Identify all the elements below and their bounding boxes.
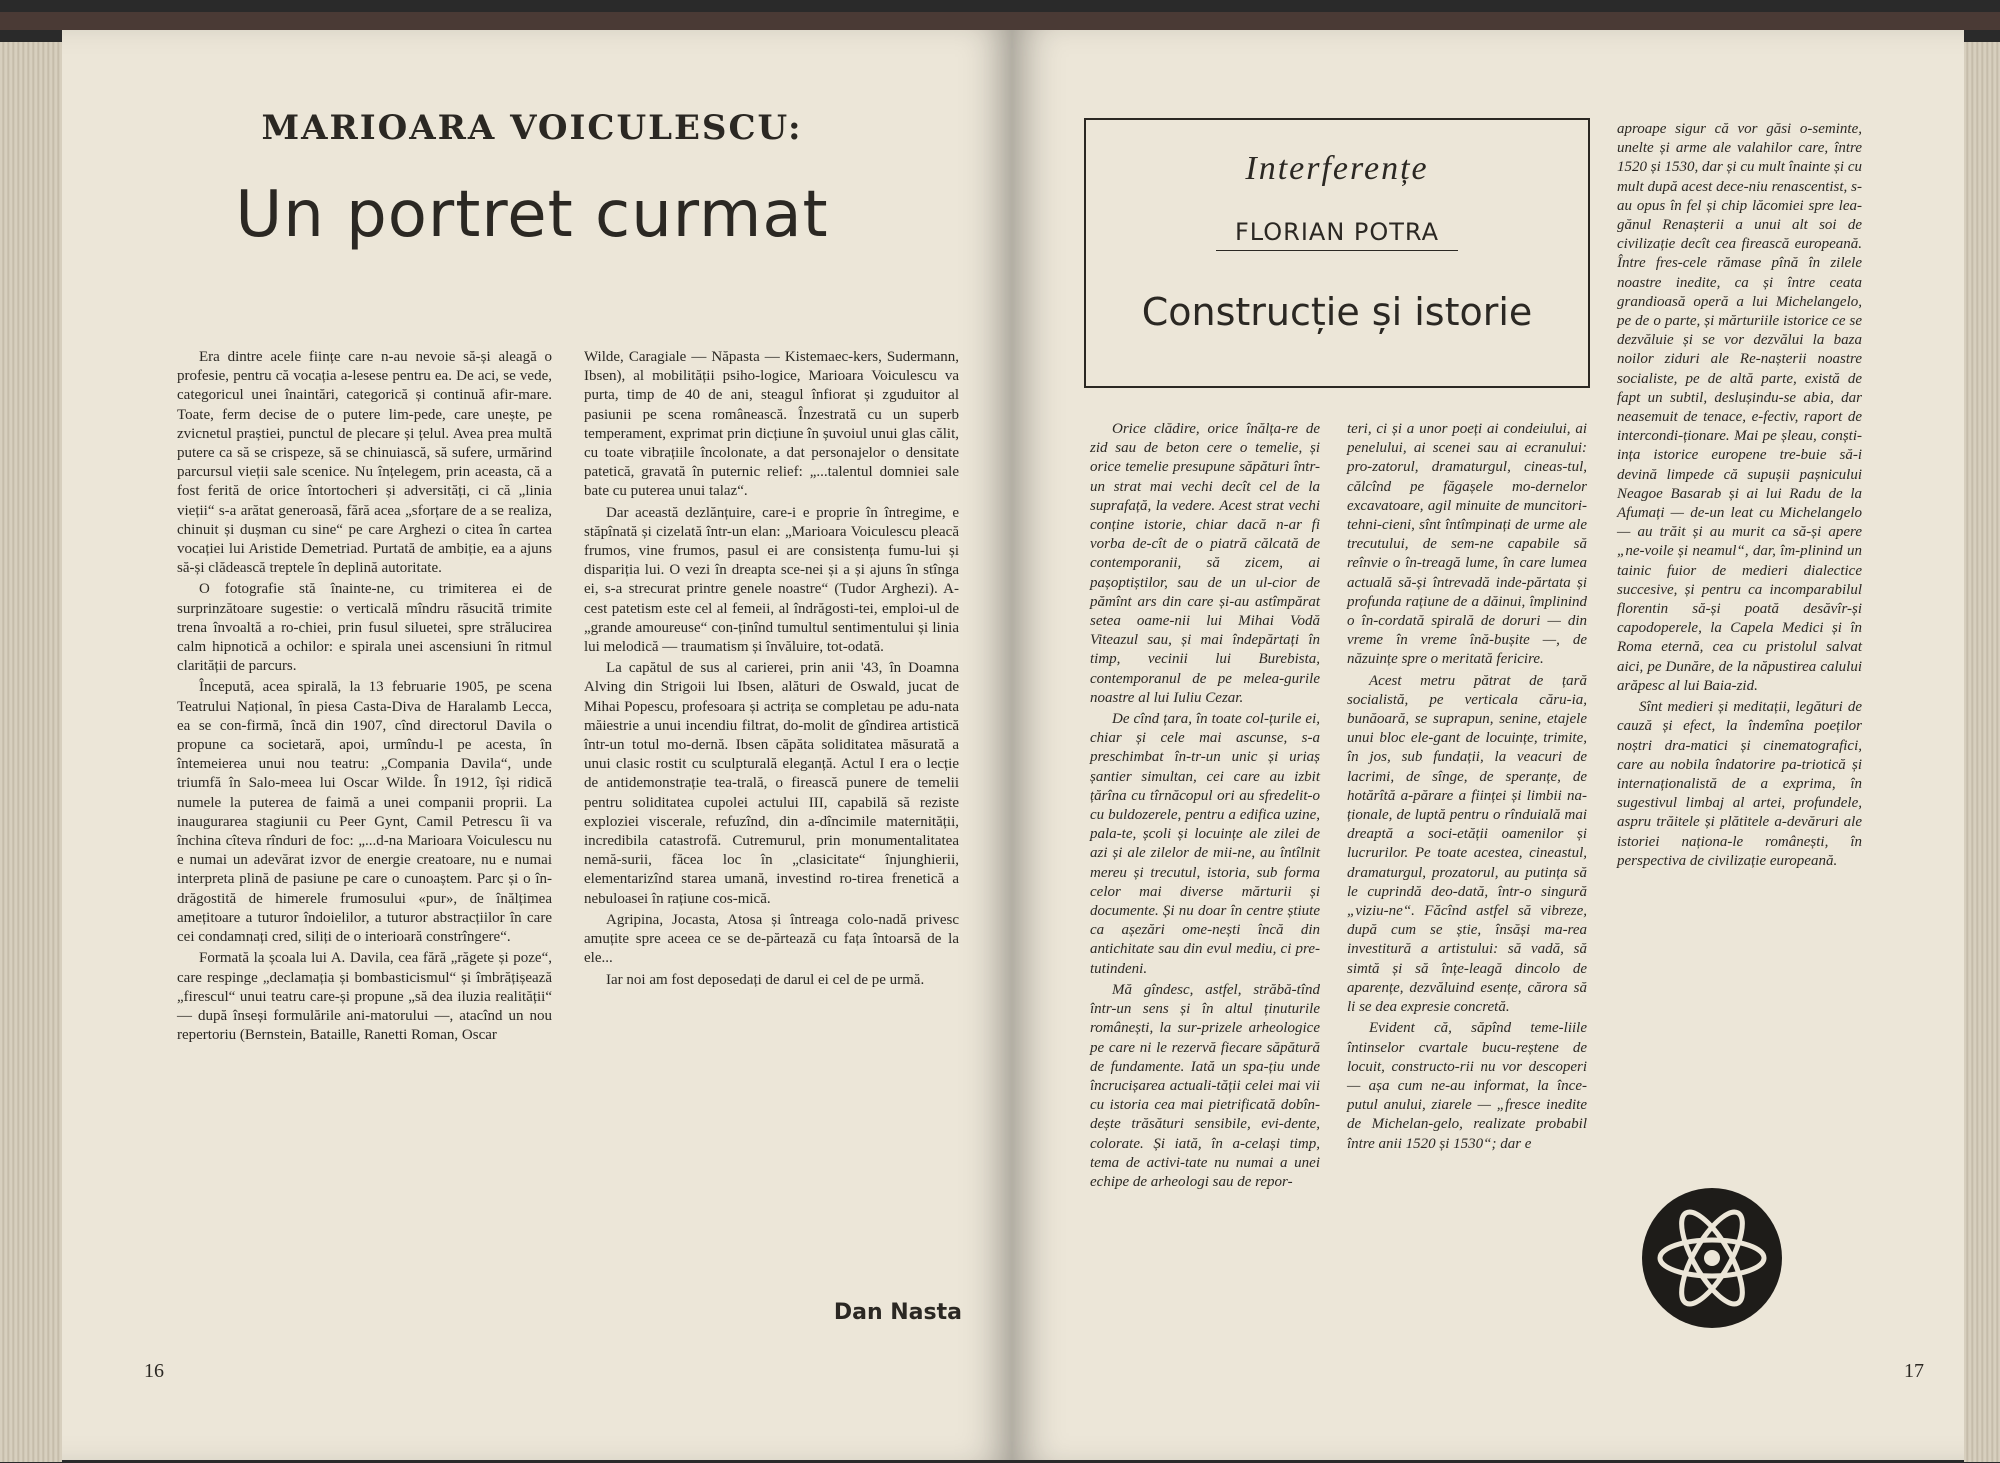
paragraph: Wilde, Caragiale — Năpasta — Kistemaec-kers, Sudermann, Ibsen), al mobilității psiho-logice, Marioara Voiculescu va purta, timp de 40 de ani, steagul înfiorat și zguduitor al pasiunii pe scena românească. Înzestrată cu un superb temperament, exprimat prin dicțiune în șuvoiul unui glas călit, cu toate vibrațiile încolonate, a dat personajelor o densitate patetică, gravată în puternic relief: „...talentul domniei sale bate cu puterea unui talaz“. [584,349,959,500]
left-page [62,30,1012,1460]
author-signature: Dan Nasta [833,1300,962,1325]
paragraph: Sînt medieri și meditații, legături de cauză și efect, la îndemîna poeților noștri dra-matici și cinematografici, care au nobila îndatorire pa-triotică și internaționalistă de a exprima, în sugestivul limbaj al artei, profundele, aspru trăitele și plătitele a-devăruri ale istoriei naționa-le românești, în perspectiva de civilizație europeană. [1617,699,1862,869]
page-number-right: 17 [1904,1360,1924,1382]
paragraph: Agripina, Jocasta, Atosa și întreaga colo-nadă privesc amuțite spre aceea ce se de-părtează cu fața întoarsă de la ele... [584,911,959,967]
atom-logo-icon [1642,1188,1782,1328]
paragraph: Dar această dezlănțuire, care-i e proprie în întregime, e stăpînată și cizelată într-un elan: „Marioara Voiculescu pleacă frumos, vine frumos, pasul ei are consistența fumu-lui și dispariția lui. O vezi în dreapta sce-nei și a și ajuns în stînga ei, s-a strecurat printre genele noastre“ (Tudor Arghezi). A-cest patetism este cel al femeii, al îndrăgosti-tei, emploi-ul de „grande amoureuse“ con-ținînd tumultul sentimentului și linia lui melodică — traumatism și învăluire, tot-odată. [584,504,959,656]
paragraph: Începută, acea spirală, la 13 februarie 1905, pe scena Teatrului Național, în piesa Casta-Diva de Haralamb Lecca, ea se con-firmă, încă din 1907, cînd directorul Davila o propune ca societară, apoi, urmîndu-l pe acesta, în întemeierea unui nou teatru: „Compania Davila“, unde triumfă în Salo-meea lui Oscar Wilde. În 1912, își ridică numele la puterea de faimă a unei companii proprii. La inaugurarea stagiunii cu Peer Gynt, Camil Petrescu îi va închina cîteva rînduri de foc: „...d-na Marioara Voiculescu nu e numai un adevărat izvor de energie creatoare, nu e numai interpreta plină de pasiune pe care o cunoaștem. Parc și o în-drăgostită de himerele frumosului «pur», de înălțimea amețitoare a tuturor îndoielilor, a tuturor abstracțiilor în care cei condamnați cred, siliți de o interioară constrîngere“. [177,679,552,946]
article-kicker: MARIOARA VOICULESCU: [261,108,803,148]
paragraph: La capătul de sus al carierei, prin anii '43, în Doamna Alving din Strigoii lui Ibsen, alături de Oswald, jucat de Mihai Popescu, profesoara și actrița se completau pe adu-nata măiestrie a unui incendiu filtrat, do-molit de gîndirea artistică într-un totul mo-dernă. Ibsen căpăta soliditatea măsurată a unui clasic rostit cu sculpturală eleganță. Actul I era o lecție de antidemonstrație tea-trală, o firească punere de temelii pentru soliditatea cupolei actului III, capabilă să reziste exploziei viscerale, refuzînd, din a-dîncimile maternității, incredibila catastrofă. Cutremurul, prin monumentalitatea nemă-surii, făcea loc în „clasicitate“ înjunghierii, elementarizînd starea umană, investind ro-tirea frenetică a nebuloasei în rațiune cos-mică. [584,660,959,907]
paragraph: Evident că, săpînd teme-liile întinselor cvartale bucu-reștene de locuit, constructo-rii nu vor descoperi — așa cum ne-au informat, la înce-putul anului, ziarele — „fresce inedite de Michelan-gelo, realizate probabil între anii 1520 și 1530“; dar e [1347,1020,1587,1152]
right-column-3 [1617,120,1862,871]
paragraph: Orice clădire, orice înălța-re de zid sau de beton cere o temelie, și orice temelie presupune săpături într-un strat mai vechi decît cel de la suprafață, la vedere. Acest strat vechi conține istorie, chiar dacă n-ar fi vorba de-cît de o piatră călcată de contemporanii, să zicem, ai pașoptiștilor, sau de un ul-cior de pămînt ars din care și-au astîmpărat setea oame-nii lui Mihai Vodă Viteazul sau, și mai îndepărtați în timp, vecinii lui Burebista, contemporanul de pe melea-gurile noastre al lui Iuliu Cezar. [1090,421,1320,706]
article-title: Un portret curmat [235,178,829,252]
paragraph: teri, ci și a unor poeți ai condeiului, ai penelului, ai scenei sau ai ecranului: pro-zatorul, dramaturgul, cineas-tul, călcînd pe făgașele mo-dernelor excavatoare, agil minuite de muncitori-tehni-cieni, sînt întîmpinați de urme ale trecutului, de sem-ne capabile să reînvie o în-treagă lume, în care lumea actuală să-și întrevadă inde-părtata și profunda rațiune de a dăinui, împlinind o în-cordată spirală de doruri — din vreme în vreme înă-bușite —, de năzuințe spre o meritată fericire. [1347,421,1587,668]
page-stack-left [0,42,62,1462]
paragraph: Iar noi am fost deposedați de darul ei cel de pe urmă. [606,971,925,988]
paragraph: De cînd țara, în toate col-țurile ei, chiar și cele mai ascunse, s-a preschimbat în-tr-un unic și uriaș șantier simultan, cei care au izbit țărîna cu tîrnăcopul ori au sfredelit-o cu buldozerele, pentru a edifica uzine, pala-te, școli și locuințe ale zilei de azi și ale zilelor de mii-ne, au întîlnit mereu și trecutul, istoria, sub forma celor mai diverse mărturii și documente. Și nu doar în centre știute ca așezări ome-nești încă din antichitate sau din evul mediu, ci pre-tutindeni. [1090,711,1320,977]
paragraph: O fotografie stă înainte-ne, cu trimiterea ei de surprinzătoare sugestie: o verticală mîndru răsucită trimite trena învoaltă a ro-chiei, prin fusul siluetei, spre strălucirea calm hipnotică a ochilor: e spirala unei ascensiuni în ritmul clarității de parcurs. [177,581,552,675]
left-column-1 [177,348,552,1045]
paragraph: aproape sigur că vor găsi o-seminte, unelte și arme ale valahilor care, între 1520 și 1530, dar și cu mult înainte și cu mult după acest dece-niu renascentist, s-au opus în fel și chip lăcomiei spre lea-gănul Renașterii a unui alt soi de civilizație decît cea firească europeană. Între fres-cele rămase pînă în zilele noastre inedite, ca și între ceata grandioasă operă a lui Michelangelo, pe de o parte, și mărturiile istorice ce se dezvăluie și se vor dezvălui la baza noilor ziduri ale Re-nașterii noastre socialiste, pe de altă parte, există de fapt un subtil, deslușindu-se abia, dar neasemuit de tenace, e-fectiv, raport de intercondi-ționare. Mai pe șleau, conști-ința istorice europene tre-buie să-i devină limpede că supușii pașnicului Neagoe Basarab și ai lui Radu de la Afumați — de-un leat cu Michelangelo — au trăit și au murit ca să-și apere „ne-voile și neamul“, dar, îm-plinind un tainic fuior de medieri dialectice succesive, și pentru ca incomparabilul florentin să-și poată desăvîr-și capodoperele, la Capela Medici și în Roma eternă, cea cu pristolul salvat aici, pe Dunăre, de la năpustirea calului arăpesc al lui Baia-zid. [1617,121,1862,694]
article-headline: Construcție și istorie [1141,290,1533,334]
paragraph: Era dintre acele ființe care n-au nevoie să-și aleagă o profesie, pentru că vocația a-lesese pentru ea. De aci, se vede, categoricul unei înaintări, categorică și continuă afir-mare. Toate, ferm decise de o putere lim-pede, care unește, pe zvicnetul praștiei, punctul de plecare și țelul. Avea prea multă putere ca să se crispeze, să se chinuiască, să sufere, urmărind parcursul vieții sale scenice. Nu înțelegem, prin aceasta, că a fost ferită de orice întortocheri și adversități, ci că „linia vieții“ s-a arătat generoasă, fără acea „sforțare de a se realiza, chinuit și dușman cu sine“ pe care Arghezi o citea în cartea vocației lui Aristide Demetriad. Purtată de ambiție, ea a ajuns să-și clădească treptele în deplină autoritate. [177,349,552,577]
right-page [1012,30,1964,1460]
paragraph: Acest metru pătrat de țară socialistă, pe verticala căru-ia, bunăoară, se suprapun, senine, etajele unui bloc ele-gant de locuințe, trimite, în jos, sub fundații, la veacuri de lacrimi, de sînge, de speranțe, de hotărîtă a-părare a ființei și limbii na-ționale, de luptă pentru o rînduială mai dreaptă a soci-etății oamenilor și lucrurilor. Pe toate acestea, cineastul, dramaturgul, prozatorul, au putința să le cuprindă deo-dată, într-o singură „viziu-ne“. Făcînd astfel să vibreze, după cum se știe, însăși ma-rea investitură a artistului: să vadă, să simtă și să înțe-leagă dincolo de aparențe, dezvăluind esențe, cărora să li se dea expresie concretă. [1347,672,1587,1016]
right-column-1 [1090,420,1320,1192]
page-stack-right [1964,42,2000,1462]
author-name: FLORIAN POTRA [1234,218,1440,246]
binding-edge [0,12,2000,30]
left-column-2 [584,348,959,990]
author-rule [1216,250,1458,251]
page-number-left: 16 [144,1360,164,1382]
paragraph: Mă gîndesc, astfel, străbă-tînd într-un sens și în altul ținuturile românești, la sur-prizele arheologice pe care ni le rezervă fiecare săpătură de fundamente. Iată un spa-țiu unde încrucișarea actuali-tății celei mai vii cu istoria cea mai pietrificată dobîn-dește trăsături sensibile, evi-dente, colorate. Și iată, în a-celași timp, tema de activi-tate nu numai a unei echipe de arheologi sau de repor- [1090,981,1320,1190]
headline-box [1084,118,1590,388]
right-column-2 [1347,420,1587,1154]
magazine-spread [0,12,2000,1463]
paragraph: Formată la școala lui A. Davila, cea fără „răgete și poze“, care respinge „declamația și bombasticismul“ și îmbrățișează „firescul“ unui teatru care-și propune „să dea iluzia realității“ — după înseși formulările ani-matorului —, atacînd un nou repertoriu (Bernstein, Bataille, Ranetti Roman, Oscar [177,950,552,1044]
rubric-title: Interferențe [1245,150,1429,187]
